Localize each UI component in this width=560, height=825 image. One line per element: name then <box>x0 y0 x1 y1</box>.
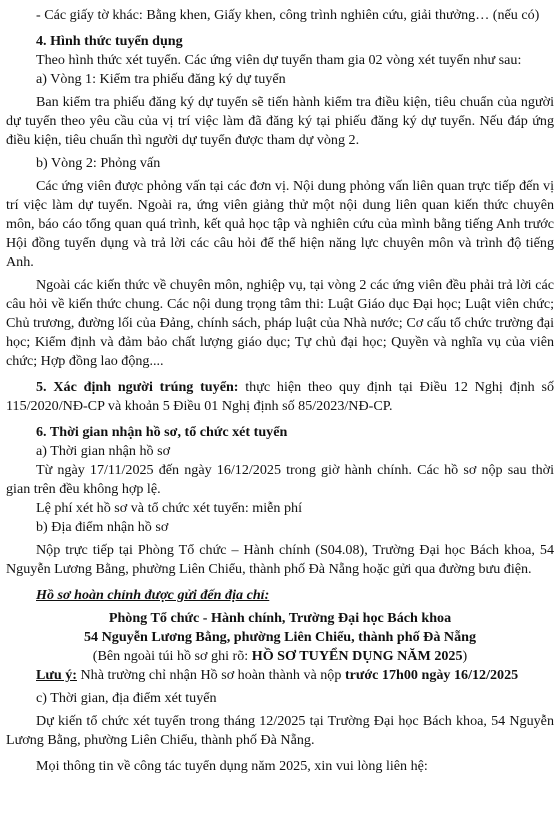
address-title: Hồ sơ hoàn chỉnh được gửi đến địa chỉ: <box>36 587 270 603</box>
address-line-2: 54 Nguyễn Lương Bằng, phường Liên Chiểu, thành phố Đà Nẵng <box>83 629 477 645</box>
document-body <box>6 6 554 776</box>
note-label: Lưu ý: <box>36 667 77 683</box>
address-line-3-suffix: ) <box>462 648 468 664</box>
section-4-title: 4. Hình thức tuyển dụng <box>36 33 183 49</box>
section-6b-label: b) Địa điểm nhận hồ sơ <box>36 519 169 535</box>
section-6c-body: Dự kiến tổ chức xét tuyển trong tháng 12/2025 tại Trường Đại học Bách khoa, 54 Nguyễn Lương Bằng, phường Liên Chiểu, thành phố Đà Nẵng. <box>6 713 554 748</box>
section-6b-body: Nộp trực tiếp tại Phòng Tổ chức – Hành chính (S04.08), Trường Đại học Bách khoa, 54 Nguyễn Lương Bằng, phường Liên Chiểu, thành phố Đà Nẵng hoặc gửi qua đường bưu điện. <box>6 542 554 577</box>
address-line-3 <box>6 647 554 666</box>
fee-line: Lệ phí xét hồ sơ và tổ chức xét tuyển: miễn phí <box>36 500 302 516</box>
note-text: Nhà trường chỉ nhận Hồ sơ hoàn thành và nộp <box>76 667 345 683</box>
address-block-title <box>6 586 554 605</box>
note-line <box>6 666 554 685</box>
section-5-body: thực hiện theo quy định tại Điều 12 Nghị định số 115/2020/NĐ-CP và khoản 5 Điều 01 Nghị định số 85/2023/NĐ-CP. <box>6 379 554 414</box>
other-documents-line: - Các giấy tờ khác: Bằng khen, Giấy khen, công trình nghiên cứu, giải thưởng… (nếu có) <box>36 7 540 23</box>
address-line-1: Phòng Tổ chức - Hành chính, Trường Đại học Bách khoa <box>108 610 452 626</box>
section-4-intro: Theo hình thức xét tuyển. Các ứng viên dự tuyển tham gia 02 vòng xét tuyển như sau: <box>36 52 522 68</box>
section-6a-body: Từ ngày 17/11/2025 đến ngày 16/12/2025 trong giờ hành chính. Các hồ sơ nộp sau thời gian trên đều không hợp lệ. <box>6 462 554 497</box>
section-6a-label: a) Thời gian nhận hồ sơ <box>36 443 171 459</box>
address-line-3-prefix: (Bên ngoài túi hồ sơ ghi rõ: <box>92 648 252 664</box>
section-6-title: 6. Thời gian nhận hồ sơ, tổ chức xét tuyển <box>36 424 288 440</box>
round-2-label: b) Vòng 2: Phỏng vấn <box>36 155 161 171</box>
section-6c-label: c) Thời gian, địa điểm xét tuyển <box>36 690 217 706</box>
section-5 <box>6 378 554 416</box>
round-2-body-2: Ngoài các kiến thức về chuyên môn, nghiệp vụ, tại vòng 2 các ứng viên đều phải trả lời các câu hỏi về kiến thức chung. Các nội dung trọng tâm thi: Luật Giáo dục Đại học; Luật viên chức; Chủ trương, đường lối của Đảng, chính sách, pháp luật của Nhà nước; Cơ cấu tổ chức trường đại học; Kiểm định và đảm bảo chất lượng giáo dục; Tự chủ đại học; Quyền và nghĩa vụ của viên chức; Hợp đồng lao động.... <box>6 277 554 369</box>
round-1-label: a) Vòng 1: Kiểm tra phiếu đăng ký dự tuyển <box>36 71 286 87</box>
round-1-body: Ban kiểm tra phiếu đăng ký dự tuyển sẽ tiến hành kiểm tra điều kiện, tiêu chuẩn của người dự tuyển theo yêu cầu của vị trí việc làm đã đăng ký tại phiếu đăng ký dự tuyển. Nếu đáp ứng điều kiện, tiêu chuẩn thì người dự tuyển được tham dự vòng 2. <box>6 94 554 148</box>
contact-line: Mọi thông tin về công tác tuyển dụng năm 2025, xin vui lòng liên hệ: <box>36 758 428 774</box>
address-line-3-bold: HỒ SƠ TUYỂN DỤNG NĂM 2025 <box>251 648 463 664</box>
section-5-title: 5. Xác định người trúng tuyển: <box>36 379 239 395</box>
round-2-body-1: Các ứng viên được phỏng vấn tại các đơn vị. Nội dung phỏng vấn liên quan trực tiếp đến vị trí việc làm dự tuyển. Ngoài ra, ứng viên giảng thử một nội dung liên quan kiến thức chuyên môn, báo cáo tổng quan quá trình, kết quả học tập và nghiên cứu của mình bằng tiếng Anh trước Hội đồng tuyển dụng và trả lời các câu hỏi để thể hiện năng lực chuyên môn và trình độ tiếng Anh. <box>6 178 554 270</box>
note-deadline: trước 17h00 ngày 16/12/2025 <box>344 667 519 683</box>
